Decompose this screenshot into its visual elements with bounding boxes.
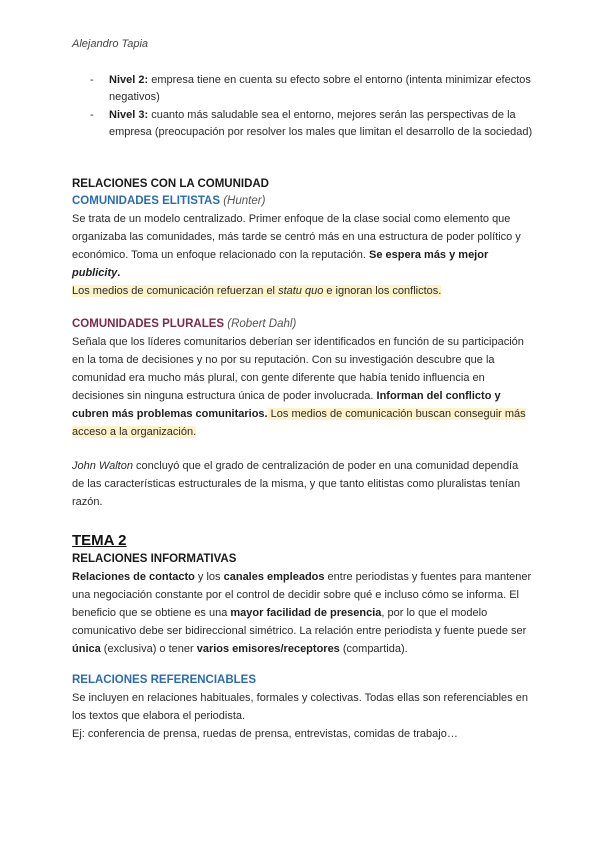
heading-plurales-label: COMUNIDADES PLURALES: [72, 318, 225, 330]
list-item: [90, 107, 540, 141]
text-run: entre periodistas y fuentes para mantener una negociación constante por el control de decidir sobre qué e incluso cómo se informa. El beneficio que se obtiene es una: [72, 571, 532, 619]
bold-run: única: [72, 643, 101, 655]
highlight-italic-run: statu quo: [278, 285, 324, 297]
heading-informativas: RELACIONES INFORMATIVAS: [72, 553, 237, 565]
level-list: [90, 72, 540, 142]
bold-run: varios emisores/receptores: [196, 643, 340, 655]
paragraph-plurales: [72, 333, 532, 441]
level-label: Nivel 3:: [109, 109, 149, 121]
author-header: Alejandro Tapia: [72, 38, 149, 50]
paragraph-elitistas: [72, 210, 532, 300]
main-content: [72, 176, 532, 743]
paragraph-walton: [72, 457, 532, 511]
text-run: , por lo que el modelo comunicativo debe ser bidireccional simétrico. La relación entre periodista y fuente puede ser: [72, 607, 527, 637]
text-run: Se trata de un modelo centralizado. Primer enfoque de la clase social como elemento que organizaba las comunidades, más tarde se centró más en una estructura de poder político y económico. Toma un enfoque relacionado con la reputación.: [72, 213, 521, 261]
highlight-run: Los medios de comunicación refuerzan el: [72, 285, 279, 297]
bold-run: Relaciones de contacto: [72, 571, 195, 583]
bold-run: mayor facilidad de presencia: [230, 607, 382, 619]
heading-elitistas: [72, 193, 532, 210]
level-text: empresa tiene en cuenta su efecto sobre el entorno (intenta minimizar efectos negativos): [109, 74, 531, 103]
heading-elitistas-author: (Hunter): [223, 195, 266, 207]
section-title-comunidad: RELACIONES CON LA COMUNIDAD: [72, 178, 269, 190]
bold-italic-run: publicity: [72, 267, 118, 279]
level-text: cuanto más saludable sea el entorno, mejores serán las perspectivas de la empresa (preocupación por resolver los males que limitan el desarrollo de la sociedad): [109, 109, 533, 138]
tema-title: TEMA 2: [72, 532, 127, 549]
heading-elitistas-label: COMUNIDADES ELITISTAS: [72, 195, 221, 207]
highlight-run: Los medios de comunicación buscan conseguir más acceso a la organización.: [72, 408, 526, 438]
text-run: concluyó que el grado de centralización de poder en una comunidad dependía de las características estructurales de la misma, y que tanto elitistas como pluralistas tenían razón.: [72, 460, 521, 508]
list-item: [90, 72, 540, 106]
text-run: Señala que los líderes comunitarios deberían ser identificados en función de su participación en la toma de decisiones y no por su reputación. Con su investigación descubre que la comunidad era mucho más plural, con gente diferente que había tenido influencia en decisiones sin ninguna estructura única de poder involucrada.: [72, 336, 524, 402]
bullet-dash: -: [90, 74, 94, 86]
paragraph-referenciables: [72, 689, 532, 743]
heading-referenciables: RELACIONES REFERENCIABLES: [72, 674, 257, 686]
bullet-dash: -: [90, 109, 94, 121]
heading-plurales-author: (Robert Dahl): [227, 318, 297, 330]
text-run: y los: [194, 571, 224, 583]
bold-run: .: [117, 267, 121, 279]
highlight-run: e ignoran los conflictos.: [323, 285, 442, 297]
level-label: Nivel 2:: [109, 74, 149, 86]
heading-plurales: [72, 316, 532, 333]
text-run: Se incluyen en relaciones habituales, formales y colectivas. Todas ellas son referenciables en los textos que elabora el periodista.: [72, 692, 528, 722]
text-run: (exclusiva) o tener: [100, 643, 197, 655]
bold-run: canales empleados: [223, 571, 325, 583]
bold-run: Informan del conflicto y cubren más problemas comunitarios.: [72, 390, 501, 420]
text-run: (compartida).: [339, 643, 408, 655]
walton-name: John Walton: [72, 460, 133, 472]
bold-run: Se espera más y mejor: [369, 249, 489, 261]
example-text: Ej: conferencia de prensa, ruedas de prensa, entrevistas, comidas de trabajo…: [72, 728, 458, 740]
paragraph-informativas: [72, 568, 532, 658]
